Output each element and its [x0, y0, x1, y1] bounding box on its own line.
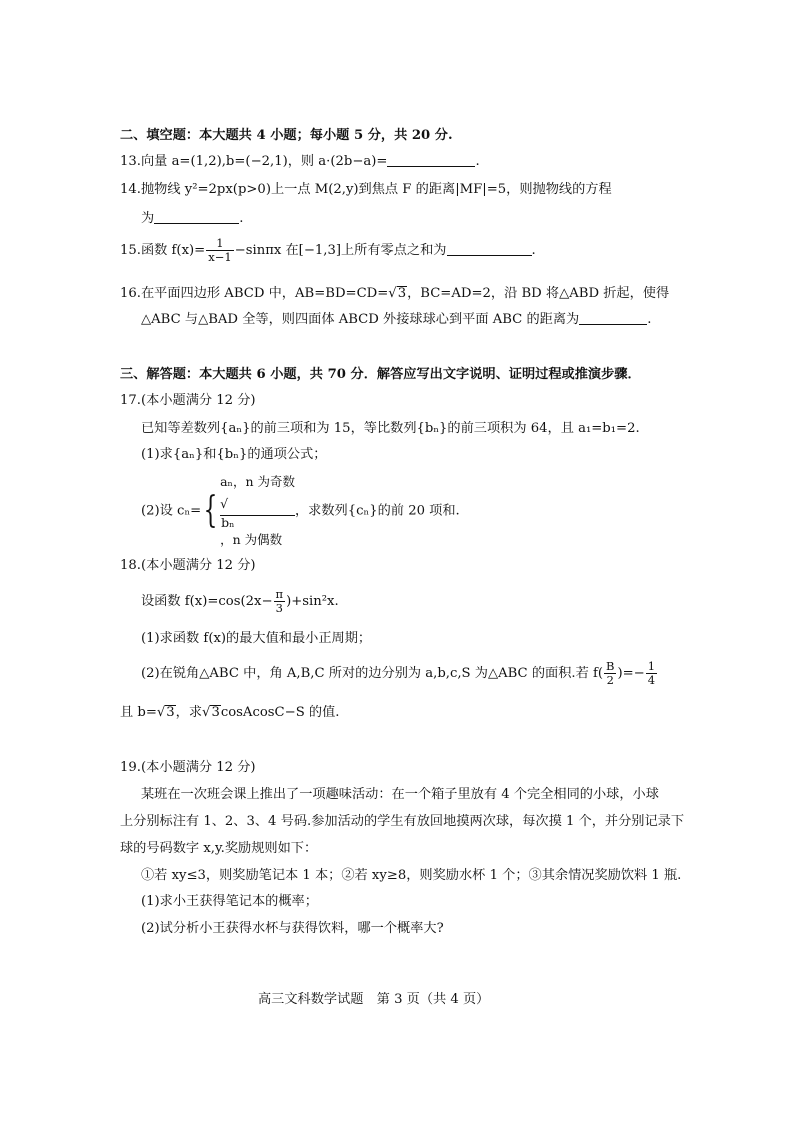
- page-footer: 高三文科数学试题 第 3 页（共 4 页）: [258, 992, 490, 1007]
- q18-stem-suffix: )+sin²x.: [286, 594, 339, 609]
- q18-part2-fraction-quarter: [646, 660, 657, 687]
- q13-period: .: [475, 154, 480, 169]
- q16-answer-blank: [579, 311, 647, 325]
- q18-part2-text: (2)在锐角△ABC 中，角 A,B,C 所对的边分别为 a,b,c,S 为△ABC 的面积.若 f(: [141, 666, 603, 681]
- question-14-line1: [120, 181, 612, 199]
- q18-part2-fraction-quarter-denominator: 4: [647, 673, 656, 687]
- q18-part2-fraction-b: [604, 660, 616, 687]
- q14-text: 抛物线 y²=2px(p>0)上一点 M(2,y)到焦点 F 的距离|MF|=5，则抛物线的方程: [140, 182, 612, 197]
- q18-part2-fraction-quarter-numerator: 1: [647, 659, 656, 673]
- q16-number: 16.: [120, 286, 141, 301]
- q17-cases: [220, 471, 295, 551]
- q13-expression: a=(1,2),b=(−2,1)，则 a·(2b−a)=: [171, 154, 388, 169]
- question-18-title: [120, 557, 256, 575]
- q13-number: 13.: [120, 154, 141, 169]
- q16-text-c: △ABC 与△BAD 全等，则四面体 ABCD 外接球球心到平面 ABC 的距离为: [141, 312, 580, 327]
- q15-text: −sinπx 在[−1,3]上所有零点之和为: [234, 243, 447, 258]
- q18-line2-sqrt-b: 3: [166, 705, 175, 720]
- q14-line2-prefix: 为: [141, 211, 155, 226]
- q19-line3: 球的号码数字 x,y.奖励规则如下：: [120, 841, 318, 856]
- q19-rules: ①若 xy≤3，则奖励笔记本 1 本；②若 xy≥8，则奖励水杯 1 个；③其余情况奖励饮料 1 瓶.: [141, 868, 682, 883]
- q18-part2-fraction-b-denominator: 2: [606, 673, 614, 687]
- q18-title: (本小题满分 12 分): [140, 558, 256, 573]
- q14-number: 14.: [120, 182, 141, 197]
- q19-part1: (1)求小王获得笔记本的概率；: [141, 894, 318, 909]
- q18-number: 18.: [120, 558, 141, 573]
- question-19-title: [120, 759, 256, 777]
- q18-part2-equals: )=−: [617, 666, 645, 681]
- q17-part2: [141, 471, 460, 551]
- q19-part2: (2)试分析小王获得水杯与获得饮料，哪一个概率大?: [141, 921, 444, 936]
- q17-number: 17.: [120, 393, 141, 408]
- q18-line2-suffix: cosAcosC−S 的值.: [220, 705, 340, 720]
- q18-part1: (1)求函数 f(x)的最大值和最小正周期；: [141, 631, 372, 646]
- q13-prefix: 向量: [140, 154, 172, 169]
- q17-part2-suffix: ，求数列{cₙ}的前 20 项和.: [295, 503, 460, 519]
- q17-stem: 已知等差数列{aₙ}的前三项和为 15，等比数列{bₙ}的前三项积为 64，且 a₁=b₁=2.: [141, 421, 640, 436]
- q17-part2-prefix: (2)设 cₙ=: [141, 503, 202, 519]
- q19-number: 19.: [120, 760, 141, 775]
- q18-part2-fraction-b-numerator: B: [606, 659, 615, 673]
- q18-fraction-denominator: 3: [275, 601, 283, 615]
- question-14-line2: [141, 210, 243, 228]
- question-15: [120, 236, 536, 266]
- q18-fraction-numerator: π: [275, 587, 284, 601]
- q19-title: (本小题满分 12 分): [140, 760, 256, 775]
- q15-answer-blank: [447, 242, 532, 256]
- q15-number: 15.: [120, 243, 141, 258]
- question-13: [120, 153, 480, 171]
- q14-period: .: [239, 211, 244, 226]
- section3-header: 三、解答题：本大题共 6 小题，共 70 分．解答应写出文字说明、证明过程或推演步骤．: [120, 367, 641, 382]
- section2-header: 二、填空题：本大题共 4 小题；每小题 5 分，共 20 分.: [120, 128, 453, 143]
- question-16-line2: [141, 311, 651, 329]
- question-16-line1: 16.在平面四边形 ABCD 中，AB=BD=CD=√3，BC=AD=2，沿 BD 将△ABD 折起，使得: [120, 286, 670, 301]
- q17-case-even: √ bₙ ，n 为偶数: [220, 493, 295, 551]
- question-17-title: [120, 392, 256, 410]
- q17-part1: (1)求{aₙ}和{bₙ}的通项公式；: [141, 447, 327, 462]
- q18-part2-line2: 且 b=√3，求√3cosAcosC−S 的值.: [120, 705, 340, 720]
- q16-period: .: [647, 312, 652, 327]
- q18-stem: [141, 586, 339, 618]
- q14-answer-blank: [154, 210, 239, 224]
- q18-line2-mid: ，求: [175, 705, 203, 720]
- q17-case-even-sqrt: bₙ: [220, 515, 295, 529]
- q15-fraction: [206, 237, 233, 264]
- q15-fraction-numerator: 1: [206, 237, 233, 251]
- q16-text-b: ，BC=AD=2，沿 BD 将△ABD 折起，使得: [407, 286, 670, 301]
- q18-stem-prefix: 设函数 f(x)=cos(2x−: [141, 594, 273, 609]
- q16-text-a: 在平面四边形 ABCD 中，AB=BD=CD=: [140, 286, 389, 301]
- q17-case-odd: aₙ，n 为奇数: [220, 474, 295, 489]
- q19-line1: 某班在一次班会课上推出了一项趣味活动：在一个箱子里放有 4 个完全相同的小球，小球: [141, 787, 659, 802]
- q15-fraction-denominator: x−1: [208, 250, 232, 264]
- q17-title: (本小题满分 12 分): [140, 393, 256, 408]
- q16-sqrt: 3: [397, 286, 407, 301]
- q17-brace: {: [203, 490, 218, 531]
- q18-line2-prefix: 且 b=: [120, 705, 157, 720]
- q15-prefix: 函数 f(x)=: [140, 243, 206, 258]
- q18-fraction: [274, 588, 286, 615]
- q17-case-even-text: ，n 为偶数: [220, 532, 283, 547]
- q15-period: .: [531, 243, 536, 258]
- q19-line2: 上分别标注有 1、2、3、4 号码.参加活动的学生有放回地摸两次球，每次摸 1 个，并分别记录下: [120, 814, 685, 829]
- q18-part2: [141, 658, 658, 690]
- q18-line2-sqrt-coef: 3: [211, 705, 220, 720]
- q13-answer-blank: [387, 153, 475, 167]
